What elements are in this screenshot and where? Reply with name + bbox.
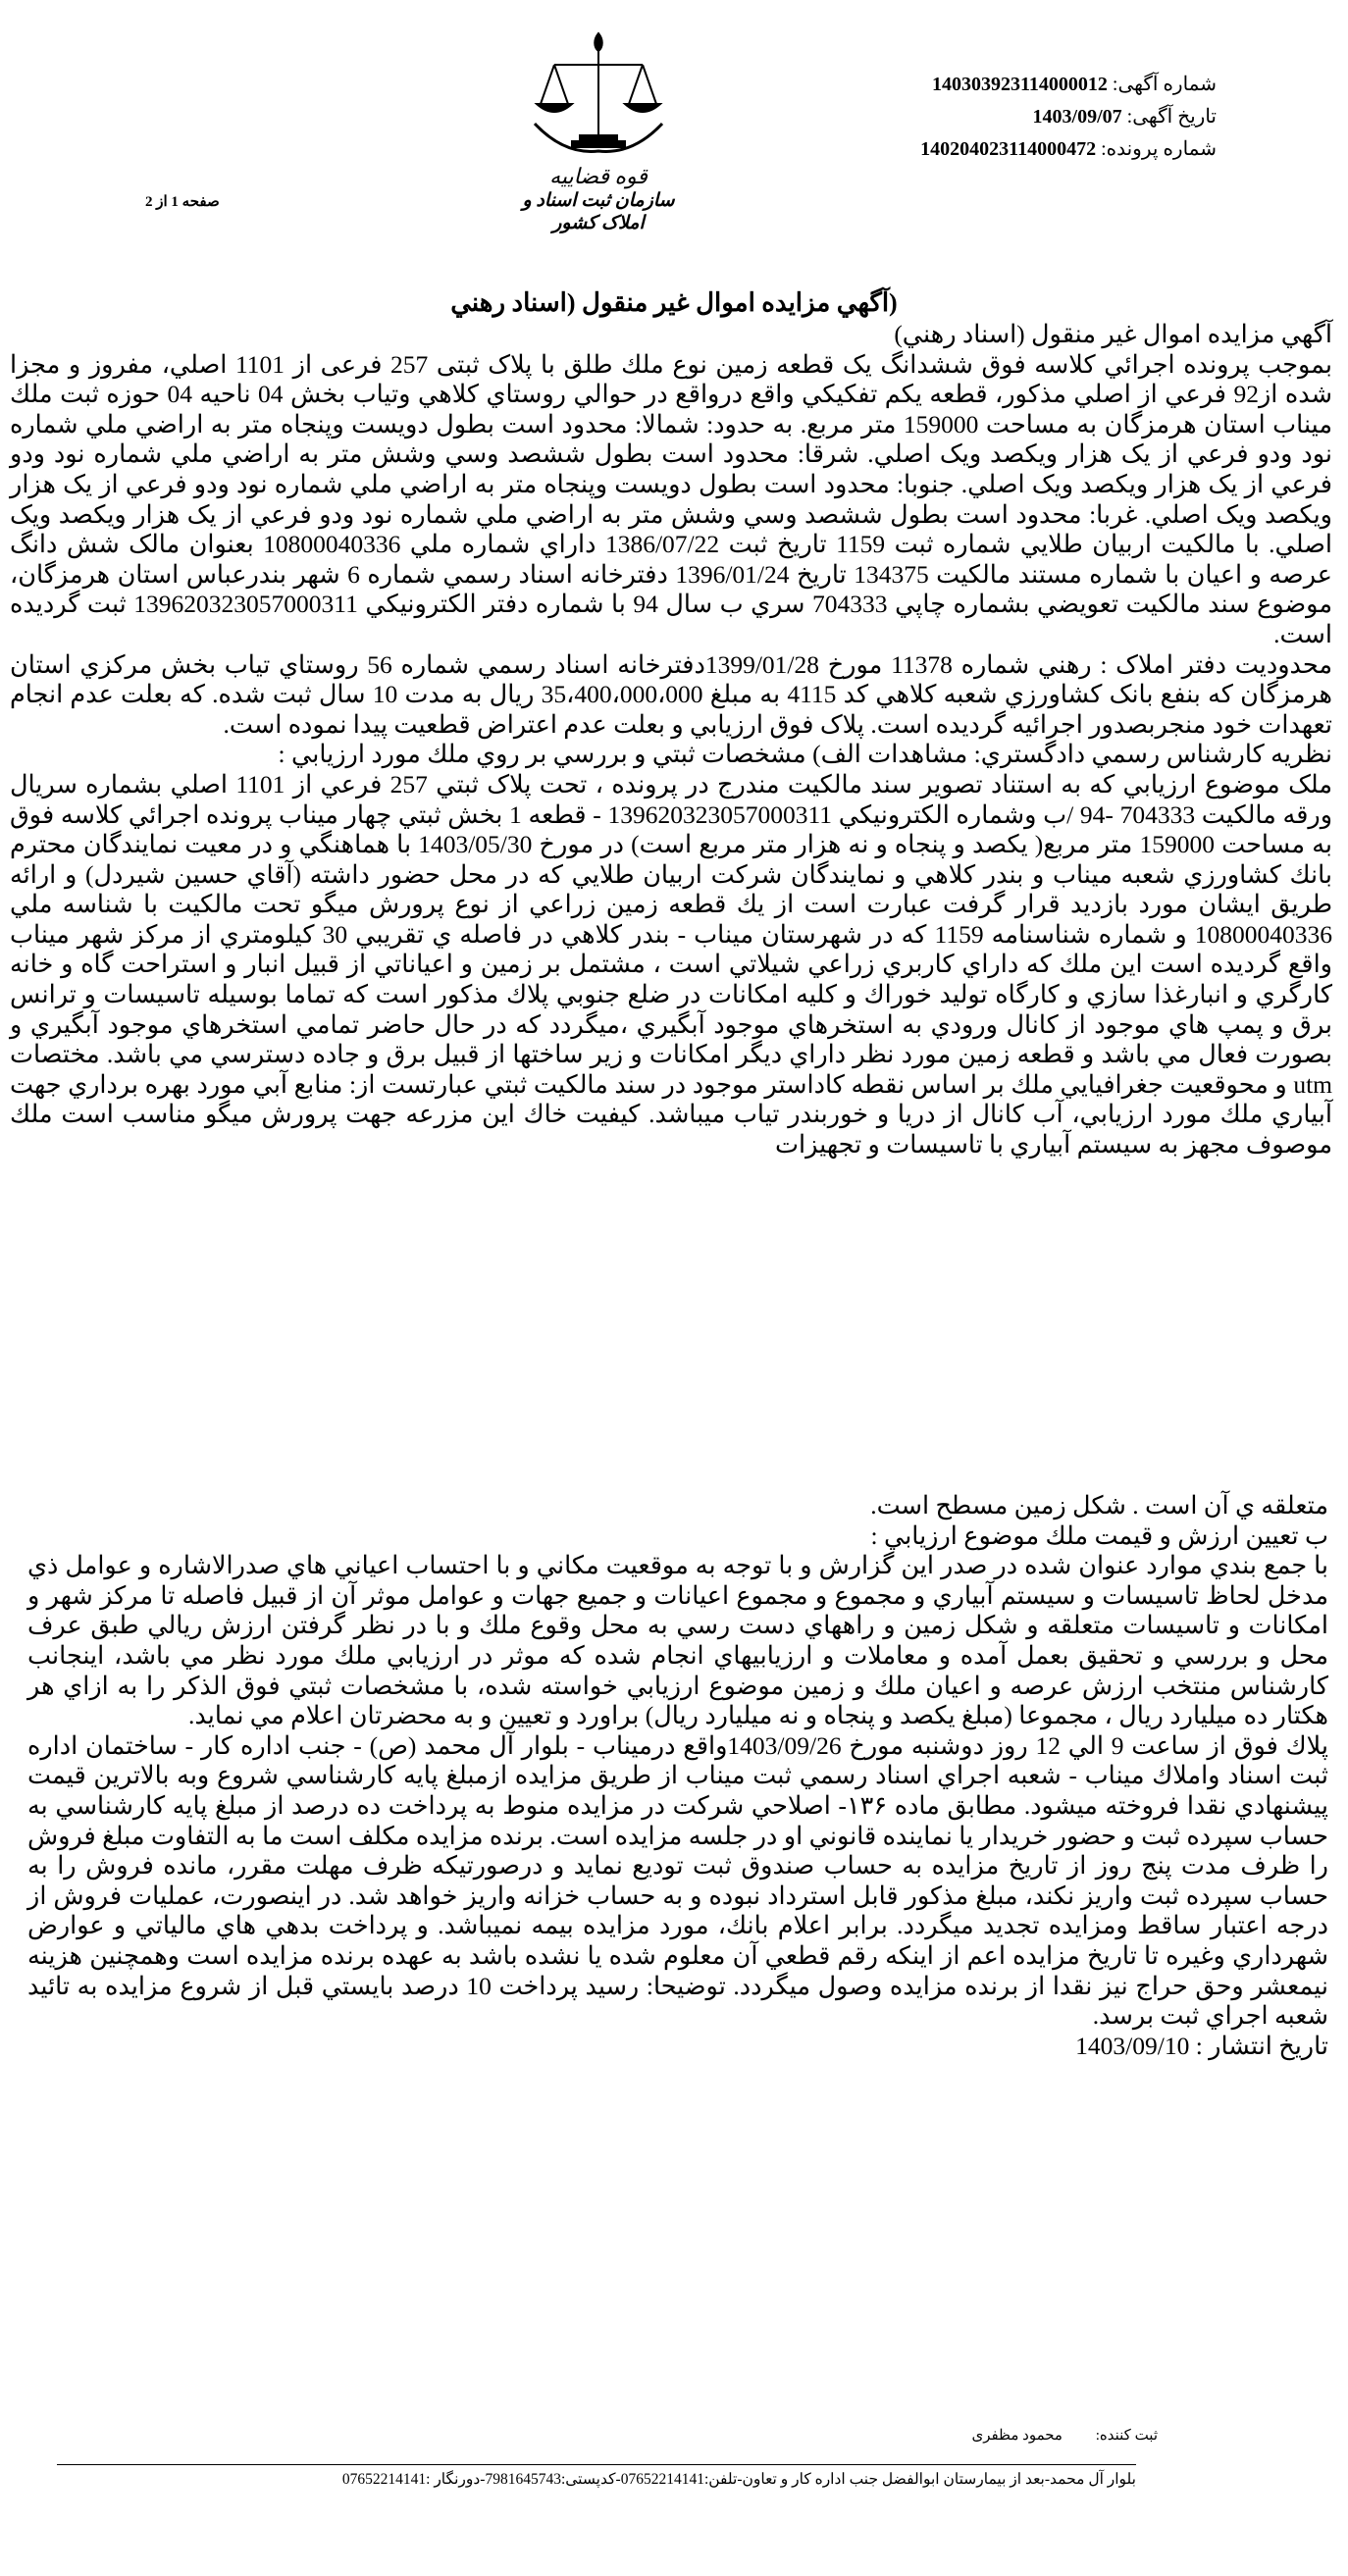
paragraph: محدوديت دفتر املاک : رهني شماره 11378 مورخ 1399/01/28دفترخانه اسناد رسمي شماره 56 روستاي تياب بخش مركزي استان هرمزگان كه بنفع بانک كشاورزي شعبه كلاهي كد 4115 به مبلغ 35،400،000،000 ريال به مدت 10 سال ثبت شده. كه بعلت عدم انجام تعهدات خود منجربصدور اجرائيه گرديده است. پلاک فوق ارزيابي و بعلت عدم اعتراض قطعيت پيدا نموده است. [10,649,1333,739]
case-number-row [755,133,1217,166]
judiciary-emblem [500,26,697,232]
document-body-bottom [27,1491,1328,2061]
case-number-label: شماره پرونده: [1101,138,1217,160]
paragraph: نظريه كارشناس رسمي دادگستري: مشاهدات الف) مشخصات ثبتي و بررسي بر روي ملك مورد ارزيابي : [278,740,1332,769]
paragraph: ب تعيين ارزش و قيمت ملك موضوع ارزيابي : [870,1520,1328,1550]
document-body-top [10,320,1332,1160]
document-title: (آگهي مزايده اموال غير منقول (اسناد رهني [450,288,898,317]
footer-address: بلوار آل محمد-بعد از بیمارستان ابوالفضل جنب اداره کار و تعاون-تلفن:07652214141-کدپستی:7981645743-دورنگار :07652214141 [341,2471,1136,2488]
organization-name: سازمان ثبت اسناد و املاک کشور [522,190,675,233]
paragraph: بموجب پرونده اجرائي كلاسه فوق ششدانگ يک قطعه زمين نوع ملك طلق با پلاک ثبتی 257 فرعی از 1101 اصلي، مفروز و مجزا شده از92 فرعي از اصلي مذكور، قطعه يكم تفكيكي واقع درواقع در حوالي روستاي كلاهي وتياب بخش 04 ناحيه 04 حوزه ثبت ملك ميناب استان هرمزگان به مساحت 159000 متر مربع. به حدود: شمالا: محدود است بطول دويست وپنجاه متر به اراضي ملي شماره نود ودو فرعي از يک هزار ويكصد ويک اصلي. شرقا: محدود است بطول ششصد وسي وشش متر به اراضي ملي شماره نود ودو فرعي از يک هزار ويكصد ويک اصلي. جنوبا: محدود است بطول دويست وپنجاه متر به اراضي ملي شماره نود ودو فرعي از يک هزار ويكصد ويک اصلي. غربا: محدود است بطول ششصد وسي وشش متر به اراضي ملي شماره نود ودو فرعي از يک هزار ويكصد ويک اصلي. با مالكيت اربيان طلايي شماره ثبت 1159 تاريخ ثبت 1386/07/22 داراي شماره ملي 10800040336 بعنوان مالک شش دانگ عرصه و اعيان با شماره مستند مالكيت 134375 تاريخ 1396/01/24 دفترخانه اسناد رسمي شماره 6 شهر بندرعباس استان هرمزگان، موضوع سند مالكيت تعويضي بشماره چاپي 704333 سري ب سال 94 با شماره دفتر الكترونيكي 139620323057000311 ثبت گرديده است. [10,349,1332,648]
footer-divider [57,2464,1136,2465]
page-number: صفحه 1 از 2 [145,194,220,210]
paragraph: پلاك فوق از ساعت 9 الي 12 روز دوشنبه مورخ 1403/09/26واقع درميناب - بلوار آل محمد (ص) - جنب اداره كار - ساختمان اداره ثبت اسناد واملاك ميناب - شعبه اجراي اسناد رسمي ثبت ميناب از طريق مزايده ازمبلغ پايه كارشناسي شروع وبه بالاترين قيمت پيشنهادي نقدا فروخته ميشود. مطابق ماده ۱۳۶- اصلاحي شركت در مزايده منوط به پرداخت ده درصد از مبلغ پايه كارشناسي به حساب سپرده ثبت و حضور خريدار يا نماينده قانوني او در جلسه مزايده است. برنده مزايده مكلف است ما به التفاوت مبلغ فروش را ظرف مدت پنج روز از تاريخ مزايده به حساب صندوق ثبت توديع نمايد و درصورتيكه ظرف مهلت مقرر، مانده فروش را به حساب سپرده ثبت واريز نكند، مبلغ مذكور قابل استرداد نبوده و به حساب خزانه واريز خواهد شد. در اينصورت، عمليات فروش از درجه اعتبار ساقط ومزايده تجديد ميگردد. برابر اعلام بانك، مورد مزايده بيمه نميباشد. و پرداخت بدهي هاي مالياتي و عوارض شهرداري وغيره تا تاريخ مزايده اعم از اينكه رقم قطعي آن معلوم شده يا نشده باشد به عهده برنده مزايده است وهمچنين هزينه نيمعشر وحق حراج نيز نقدا از برنده مزايده وصول ميگردد. توضيحا: رسيد پرداخت 10 درصد بايستي قبل از شروع مزايده به تائيد شعبه اجراي ثبت برسد. [27,1730,1329,2031]
case-number: 140204023114000472 [920,138,1097,160]
notice-number: 140303923114000012 [932,74,1108,95]
judiciary-name: قوه قضاییه [549,164,648,188]
paragraph: با جمع بندي موارد عنوان شده در صدر اين گزارش و با توجه به موقعيت مكاني و با احتساب اعياني هاي صدرالاشاره و عوامل ذي مدخل لحاظ تاسيسات و سيستم آبياري و مجموع و مجموع اعيانات و جميع جهات و عوامل موثر آن از قبيل فاصله تا مركز شهر و امكانات و تاسيسات متعلقه و شكل زمين و راههاي دست رسي به محل وقوع ملك و با در نظر گرفتن ارزش ريالي طبق عرف محل و بررسي و تحقيق بعمل آمده و معاملات و ارزيابيهاي انجام شده كه موثر در ارزيابي ملك مورد نظر مي باشد، اينجانب كارشناس منتخب ارزش عرصه و اعيان ملك و زمين موضوع ارزيابي خواسته شده، با مشخصات ثبتي فوق الذكر را به ازاي هر هكتار ده ميليارد ريال ، مجموعا (مبلغ يكصد و پنجاه و نه ميليارد ريال) براورد و تعيين و به محضرتان اعلام مي نمايد. [27,1551,1328,1730]
notice-date-label: تاریخ آگهی: [1126,106,1217,128]
notice-meta [755,69,1217,166]
registrar-name: محمود مظفری [971,2428,1063,2444]
paragraph: ملک موضوع ارزيابي كه به استناد تصوير سند مالكيت مندرج در پرونده ، تحت پلاک ثبتي 257 فرعي از 1101 اصلي بشماره سريال ورقه مالكيت 704333 -94 /ب وشماره الكترونيكي 139620323057000311 - قطعه 1 بخش ثبتي چهار ميناب پرونده اجرائي كلاسه فوق به مساحت 159000 متر مربع( يكصد و پنجاه و نه هزار متر مربع است) در مورخ 1403/05/30 با هماهنگي و در معيت نمايندگان محترم بانك كشاورزي شعبه ميناب و بندر كلاهي و نمايندگان شركت اربيان طلايي كه در محل حضور داشته (آقاي حسين شيردل) و ارائه طريق ايشان مورد بازديد قرار گرفت عبارت است از يك قطعه زمين زراعي از نوع پرورش ميگو تحت مالكيت با شناسه ملي 10800040336 و شماره شناسنامه 1159 كه در شهرستان ميناب - بندر كلاهي در فاصله ي تقريبي 30 كيلومتري از مركز شهر ميناب واقع گرديده است اين ملك كه داراي كاربري زراعي شيلاتي است ، مشتمل بر زمين و اعياناتي از قبيل انبار و استراحت گاه و خانه كارگري و انبارغذا سازي و كارگاه توليد خوراك و كليه امكانات در ضلع جنوبي پلاك مذكور است كه تماما بوسيله تاسيسات و ترانس برق و پمپ هاي موجود از كانال ورودي به استخرهاي موجود آبگيري ،ميگردد كه در حال حاضر تمامي استخرهاي موجود آبگيري و بصورت فعال مي باشد و قطعه زمين مورد نظر داراي ديگر امكانات و زير ساختها از قبيل برق و جاده دسترسي مي باشد. مختصات utm و محوقعيت جغرافيايي ملك بر اساس نقطه كاداستر موجود در سند مالكيت ثبتي عبارتست از: منابع آبي مورد بهره برداري جهت آبياري ملك مورد ارزيابي، آب كانال از دريا و خوربندر تياب ميباشد. كيفيت خاك اين مزرعه جهت پرورش ميگو مناسب است ملك موصوف مجهز به سيستم آبياري با تاسيسات و تجهيزات [10,769,1333,1159]
scales-of-justice-icon [515,26,682,163]
notice-date: 1403/09/07 [1032,106,1122,128]
notice-number-label: شماره آگهی: [1112,74,1217,95]
publication-date: تاريخ انتشار : 1403/09/10 [1075,2031,1328,2060]
paragraph: متعلقه ي آن است . شكل زمين مسطح است. [870,1491,1328,1520]
notice-number-row [755,69,1217,101]
registrar [863,2426,1158,2445]
paragraph: آگهي مزايده اموال غير منقول (اسناد رهني) [894,320,1332,348]
notice-date-row [755,101,1217,133]
registrar-label: ثبت کننده: [1095,2428,1158,2444]
